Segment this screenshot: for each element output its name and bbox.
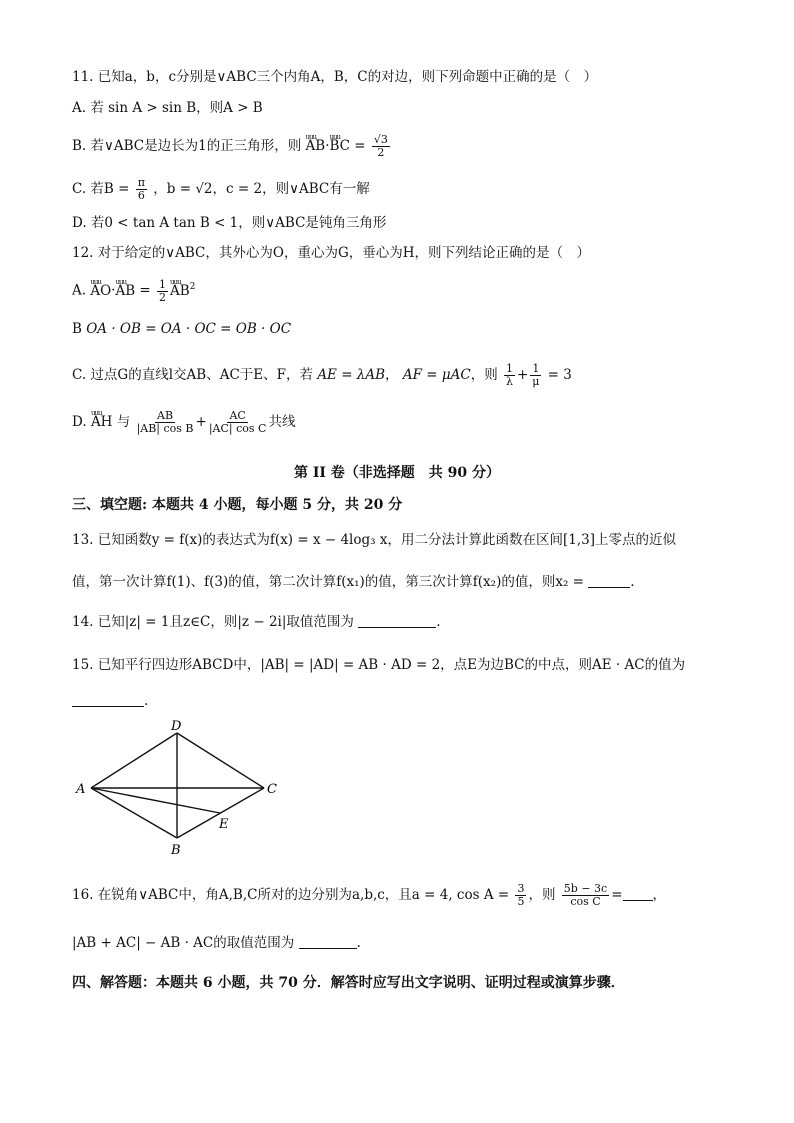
fraction-num: π (137, 176, 145, 189)
option-label: B (72, 321, 82, 337)
fraction (136, 177, 147, 202)
q12-option-c-post: = 3 (547, 367, 572, 383)
q12-option-c: C. 过点G的直线l交AB、AC于E、F，若 AE = λAB， AF = μAC，则 $\frac{1}{\lambda}$ + $\frac{1}{\mu}$ = 3 (72, 362, 572, 388)
fraction (372, 134, 390, 159)
option-label: A. (72, 282, 87, 299)
segment-ae (91, 788, 220, 813)
vector-ab: uuu AB (115, 282, 135, 300)
q15-line-2: . (72, 692, 148, 710)
vector-ab: uuu AB (306, 137, 326, 155)
fraction-num: 5b − 3c (563, 882, 608, 895)
vector-bc: uuu BC (330, 137, 351, 155)
q12-option-b-expr: OA · OB = OA · OC = OB · OC (86, 321, 292, 337)
q16-line-2-text: |AB + AC| − AB · AC的取值范围为 (72, 935, 295, 951)
label-c: C (267, 782, 277, 797)
fraction-den: 2 (159, 290, 167, 304)
label-b: B (171, 843, 181, 858)
fraction (209, 410, 267, 435)
q13-line-1: 13. 已知函数y = f(x)的表达式为f(x) = x − 4log₃ x，用二分法计算此函数在区间[1,3]上零点的近似 (72, 532, 676, 548)
q12-option-c-mid: ，则 (470, 367, 498, 383)
vector-ab: uuu AB (170, 282, 190, 300)
vector-ah: uuu AH (91, 413, 113, 431)
fraction-den: λ (506, 375, 513, 388)
q16-mid: ，则 (528, 887, 556, 903)
fraction-num: AB (157, 409, 174, 422)
fraction-num: 1 (159, 277, 167, 291)
label-a: A (76, 782, 86, 797)
edge-ba (91, 788, 177, 838)
fraction-num: 1 (506, 362, 514, 375)
q11-option-c-pre: C. 若B = (72, 181, 130, 197)
parallelogram-figure (70, 718, 290, 858)
fraction-den: 6 (137, 189, 145, 202)
q12-option-a: A. uuu AO·uuu AB = $\frac{1}{2}$ uuu $AB^2$ (72, 278, 195, 304)
answer-blank[interactable] (588, 573, 630, 588)
answer-blank[interactable] (72, 692, 144, 707)
q13-line-2-text: 值，第一次计算f(1)、f(3)的值，第二次计算f(x₁)的值，第三次计算f(x₂)的值，则x₂ = (72, 574, 584, 590)
option-label: D. (72, 414, 87, 430)
fraction (515, 883, 526, 908)
fraction-num: √3 (373, 133, 388, 146)
fraction-den: 2 (377, 146, 385, 159)
q11-stem: 11. 已知a，b，c分别是∨ABC三个内角A，B，C的对边，则下列命题中正确的是（ ） (72, 69, 598, 85)
q15-line-1: 15. 已知平行四边形ABCD中，|AB| = |AD| = AB · AD = 2，点E为边BC的中点，则AE · AC的值为 (72, 657, 686, 673)
answer-blank[interactable] (358, 613, 436, 628)
edge-dc (177, 733, 264, 788)
q11-option-c (72, 177, 370, 202)
fraction-num: 1 (532, 362, 540, 375)
fraction-num: 3 (517, 882, 525, 895)
q12-option-d-with: 与 (116, 414, 131, 430)
fraction (157, 279, 168, 304)
q11-option-b-text: B. 若∨ABC是边长为1的正三角形，则 (72, 138, 302, 154)
q12-option-d-post: 共线 (268, 414, 296, 430)
q11-option-b: B. 若∨ABC是边长为1的正三角形，则 uuu AB·uuu BC = $\frac{√3}{2}$ (72, 134, 392, 159)
q16-pre: 16. 在锐角∨ABC中，角A,B,C所对的边分别为a,b,c，且a = 4, cos A = (72, 887, 510, 903)
q12-option-c-eq1: AE = λAB (317, 367, 386, 383)
q16-line-2: |AB + AC| − AB · AC的取值范围为 . (72, 935, 361, 951)
q13-line-2: 值，第一次计算f(1)、f(3)的值，第二次计算f(x₁)的值，第三次计算f(x₂)的值，则x₂ = . (72, 574, 635, 590)
answer-blank[interactable] (299, 934, 357, 949)
q11-option-c-post: ，b = √2，c = 2，则∨ABC有一解 (153, 181, 370, 197)
edge-ad (91, 733, 177, 788)
q12-option-b (72, 320, 291, 338)
q12-option-c-pre: C. 过点G的直线l交AB、AC于E、F，若 (72, 367, 314, 383)
fraction-den: 5 (517, 895, 525, 908)
label-d: D (171, 719, 182, 734)
fraction-den: μ (532, 375, 540, 388)
fraction (562, 883, 609, 908)
q11-option-a: A. 若 sin A > sin B，则A > B (72, 100, 263, 116)
section-3-title: 三、填空题: 本题共 4 小题，每小题 5 分，共 20 分 (72, 497, 403, 513)
vector-ao: uuu AO (90, 282, 111, 300)
fraction (137, 410, 194, 435)
fraction-den: |AC| cos C (208, 422, 267, 435)
q14-text: 14. 已知|z| = 1且z∈C，则|z − 2i|取值范围为 (72, 614, 354, 630)
fraction (504, 363, 515, 388)
fraction-den: |AB| cos B (136, 422, 194, 435)
q12-stem: 12. 对于给定的∨ABC，其外心为O，重心为G，垂心为H，则下列结论正确的是（ ） (72, 245, 591, 261)
fraction (530, 363, 541, 388)
q14: 14. 已知|z| = 1且z∈C，则|z − 2i|取值范围为 . (72, 614, 441, 630)
fraction-den: cos C (570, 895, 601, 908)
section-4-title: 四、解答题：本题共 6 小题，共 70 分．解答时应写出文字说明、证明过程或演算步骤． (72, 975, 625, 991)
answer-blank[interactable] (623, 886, 653, 901)
q16-line-1: 16. 在锐角∨ABC中，角A,B,C所对的边分别为a,b,c，且a = 4, cos A = $\frac{3}{5}$ ，则 $\frac{5b - 3c}{\text{cos C}}$ = ， (72, 882, 667, 908)
label-e: E (219, 817, 229, 832)
part-2-title: 第 II 卷（非选择题 共 90 分） (293, 465, 501, 481)
q12-option-c-eq2: AF = μAC (402, 367, 471, 383)
fraction-num: AC (229, 409, 246, 422)
exponent: 2 (189, 282, 196, 292)
q11-option-d: D. 若0 < tan A tan B < 1，则∨ABC是钝角三角形 (72, 215, 387, 231)
q12-option-d: D. uuu AH 与 $\frac{AB}{\text{|AB| cos B}}$ + $\frac{AC}{\text{|AC| cos C}}$ 共线 (72, 410, 295, 435)
